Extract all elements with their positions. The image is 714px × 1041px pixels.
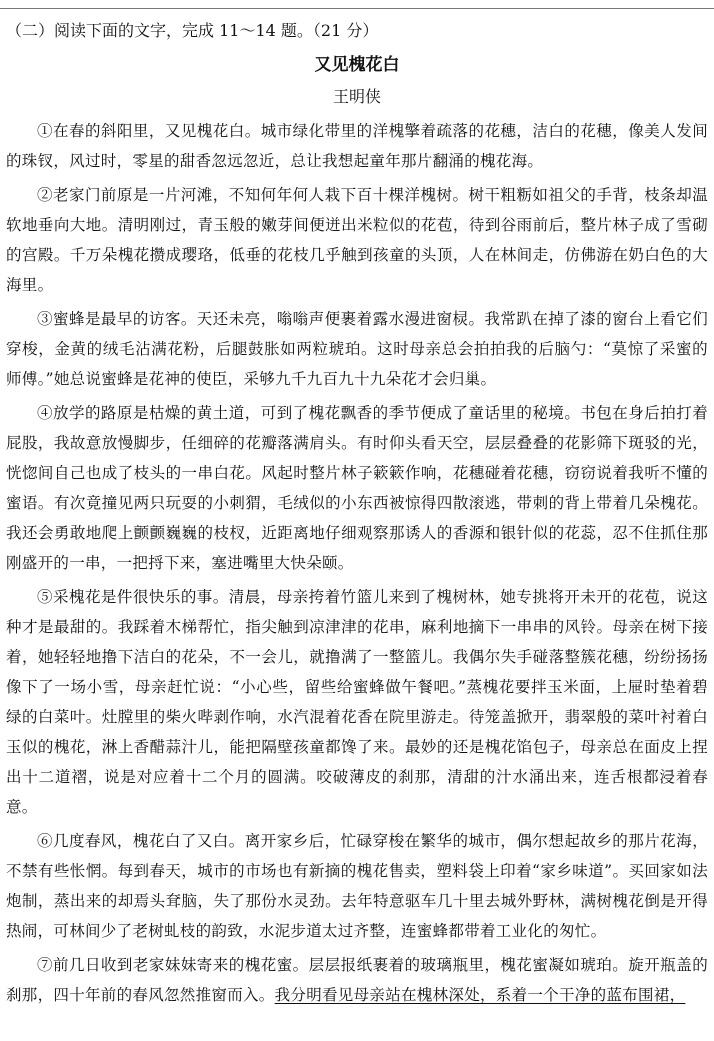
paragraph-7-text: ⑦前几日收到老家妹妹寄来的槐花蜜。层层报纸裹着的玻璃瓶里，槐花蜜凝如琥珀。旋开瓶盖的刹那，四十年前的春风忽然推窗而入。 [6, 956, 708, 1004]
paragraph-5: ⑤采槐花是件很快乐的事。清晨，母亲挎着竹篮儿来到了槐树林，她专挑将开未开的花苞，说这种才是最甜的。我踩着木梯帮忙，指尖触到凉津津的花串，麻利地摘下一串串的风铃。母亲在树下接着，她轻轻地撸下洁白的花朵，不一会儿，就撸满了一整篮儿。我偶尔失手碰落整簇花穗，纷纷扬扬像下了一场小雪，母亲赶忙说：“小心些，留些给蜜蜂做午餐吧。”蒸槐花要拌玉米面，上屉时垫着碧绿的白菜叶。灶膛里的柴火哔剥作响，水汽混着花香在院里游走。待笼盖掀开，翡翠般的菜叶衬着白玉似的槐花，淋上香醋蒜汁儿，能把隔壁孩童都馋了来。最妙的还是槐花馅包子，母亲总在面皮上捏出十二道褶，说是对应着十二个月的圆满。咬破薄皮的刹那，清甜的汁水涌出来，连舌根都浸着春意。 [6, 588, 708, 816]
paragraph-7 [6, 950, 708, 1010]
paragraph-3: ③蜜蜂是最早的访客。天还未亮，嗡嗡声便裹着露水漫进窗棂。我常趴在掉了漆的窗台上看它们穿梭，金黄的绒毛沾满花粉，后腿鼓胀如两粒琥珀。这时母亲总会拍拍我的后脑勺：“莫惊了采蜜的师傅。”她总说蜜蜂是花神的使臣，采够九千九百九十九朵花才会归巢。 [6, 310, 708, 388]
paragraph-2: ②老家门前原是一片河滩，不知何年何人栽下百十棵洋槐树。树干粗粝如祖父的手背，枝条却温软地垂向大地。清明刚过，青玉般的嫩芽间便迸出米粒似的花苞，待到谷雨前后，整片林子成了雪砌的宫殿。千万朵槐花攒成璎珞，低垂的花枝几乎触到孩童的头顶，人在林间走，仿佛游在奶白色的大海里。 [6, 186, 708, 294]
article-title: 又见槐花白 [314, 55, 400, 75]
paragraph-4: ④放学的路原是枯燥的黄土道，可到了槐花飘香的季节便成了童话里的秘境。书包在身后拍打着屁股，我故意放慢脚步，任细碎的花瓣落满肩头。有时仰头看天空，层层叠叠的花影筛下斑驳的光，恍惚间自己也成了枝头的一串白花。风起时整片林子簌簌作响，花穗碰着花穗，窃窃说着我听不懂的蜜语。有次竟撞见两只玩耍的小刺猬，毛绒似的小东西被惊得四散滚逃，带刺的背上带着几朵槐花。我还会勇敢地爬上颤颤巍巍的枝杈，近距离地仔细观察那诱人的香源和银针似的花蕊，忍不住抓住那刚盛开的一串，一把捋下来，塞进嘴里大快朵颐。 [6, 404, 708, 572]
underlined-sentence: 我分明看见母亲站在槐林深处，系着一个干净的蓝布围裙， [274, 986, 686, 1004]
paragraph-1: ①在春的斜阳里，又见槐花白。城市绿化带里的洋槐擎着疏落的花穗，洁白的花穗，像美人发间的珠钗，风过时，零星的甜香忽远忽近，总让我想起童年那片翻涌的槐花海。 [6, 122, 708, 170]
article-author: 王明侠 [332, 87, 381, 106]
article-body [6, 116, 708, 1014]
paragraph-6: ⑥几度春风，槐花白了又白。离开家乡后，忙碌穿梭在繁华的城市，偶尔想起故乡的那片花海，不禁有些怅惘。每到春天，城市的市场也有新摘的槐花售卖，塑料袋上印着“家乡味道”。买回家如法炮制，蒸出来的却焉头耷脑，失了那份水灵劲。去年特意驱车几十里去城外野林，满树槐花倒是开得热闹，可林间少了老树虬枝的韵致，水泥步道太过齐整，连蜜蜂都带着工业化的匆忙。 [6, 832, 708, 940]
section-heading: （二）阅读下面的文字，完成 11～14 题。（21 分） [6, 21, 379, 40]
top-rule [0, 8, 714, 9]
